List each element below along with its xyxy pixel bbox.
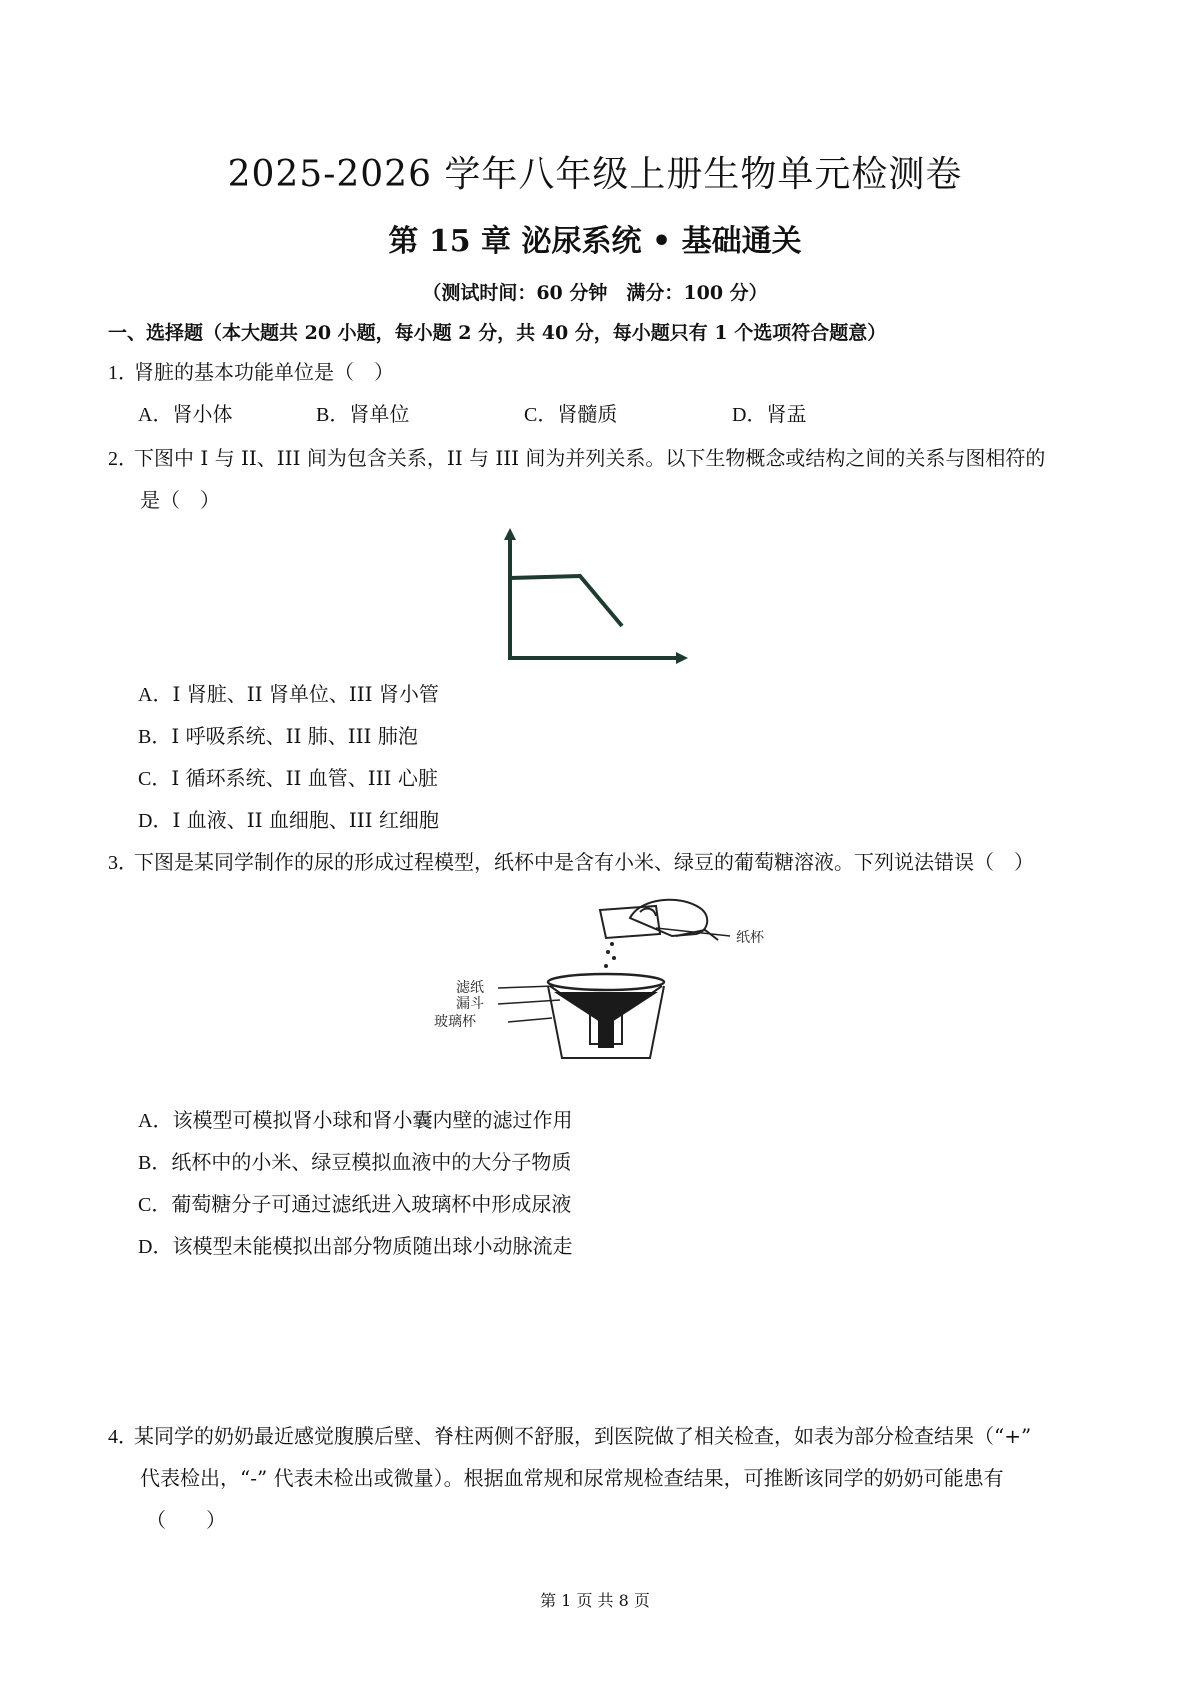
exam-info: （测试时间：60 分钟 满分：100 分）: [422, 282, 768, 304]
q1-option-d: D．肾盂: [732, 402, 807, 426]
section-title: 一、选择题（本大题共 20 小题，每小题 2 分，共 40 分，每小题只有 1 个选项符合题意）: [108, 322, 887, 344]
question-3: [108, 846, 1034, 875]
graph-line: [510, 576, 622, 626]
question-2: [108, 442, 1045, 471]
question-text: 肾脏的基本功能单位是（ ）: [134, 360, 394, 384]
q3-option-d: D．该模型未能模拟出部分物质随出球小动脉流走: [138, 1234, 573, 1258]
q2-option-d: D．I 血液、II 血细胞、III 红细胞: [138, 808, 439, 832]
question-4-line3: （ ）: [146, 1508, 226, 1532]
document-title: 2025-2026 学年八年级上册生物单元检测卷: [227, 154, 963, 195]
page-number: 第 1 页 共 8 页: [540, 1591, 650, 1610]
funnel-rim: [548, 974, 664, 990]
label-filter-paper: 滤纸: [456, 980, 484, 996]
q1-option-b: B．肾单位: [316, 402, 410, 426]
q3-option-a: A．该模型可模拟肾小球和肾小囊内壁的滤过作用: [138, 1108, 573, 1132]
question-number: 1．: [108, 362, 138, 384]
label-cup: 纸杯: [736, 930, 764, 946]
question-4-line2: 代表检出，“-” 代表未检出或微量）。根据血常规和尿常规检查结果，可推断该同学的奶奶可能患有: [140, 1466, 1004, 1490]
q2-graph-figure: [490, 522, 700, 672]
q3-option-b: B．纸杯中的小米、绿豆模拟血液中的大分子物质: [138, 1150, 572, 1174]
q3-model-figure: [434, 888, 810, 1058]
label-funnel: 漏斗: [456, 996, 484, 1012]
question-number: 4．: [108, 1426, 138, 1448]
q3-option-c: C．葡萄糖分子可通过滤纸进入玻璃杯中形成尿液: [138, 1192, 572, 1216]
q1-option-c: C．肾髓质: [524, 402, 618, 426]
question-text-line1: 下图中 I 与 II、III 间为包含关系，II 与 III 间为并列关系。以下生物概念或结构之间的关系与图相符的: [134, 446, 1046, 470]
q2-option-b: B．I 呼吸系统、II 肺、III 肺泡: [138, 724, 418, 748]
q2-option-c: C．I 循环系统、II 血管、III 心脏: [138, 766, 438, 790]
question-number: 3．: [108, 852, 138, 874]
q2-option-a: A．I 肾脏、II 肾单位、III 肾小管: [138, 682, 439, 706]
question-text-line1: 某同学的奶奶最近感觉腹膜后壁、脊柱两侧不舒服，到医院做了相关检查，如表为部分检查结果（“+”: [134, 1424, 1032, 1448]
hand-sketch: [630, 900, 707, 936]
funnel-stem: [598, 1018, 614, 1048]
question-4: [108, 1420, 1031, 1449]
chapter-subtitle: 第 15 章 泌尿系统 • 基础通关: [388, 224, 802, 259]
x-axis-arrow: [676, 652, 688, 664]
label-glass-cup: 玻璃杯: [434, 1014, 476, 1030]
question-1: [108, 356, 394, 385]
question-text: 下图是某同学制作的尿的形成过程模型，纸杯中是含有小米、绿豆的葡萄糖溶液。下列说法错误（ ）: [134, 850, 1034, 874]
filter-paper: [554, 992, 658, 1022]
question-2-line2: 是（ ）: [140, 488, 220, 512]
paper-cup: [600, 906, 660, 938]
q1-option-a: A．肾小体: [138, 402, 233, 426]
question-number: 2．: [108, 448, 138, 470]
